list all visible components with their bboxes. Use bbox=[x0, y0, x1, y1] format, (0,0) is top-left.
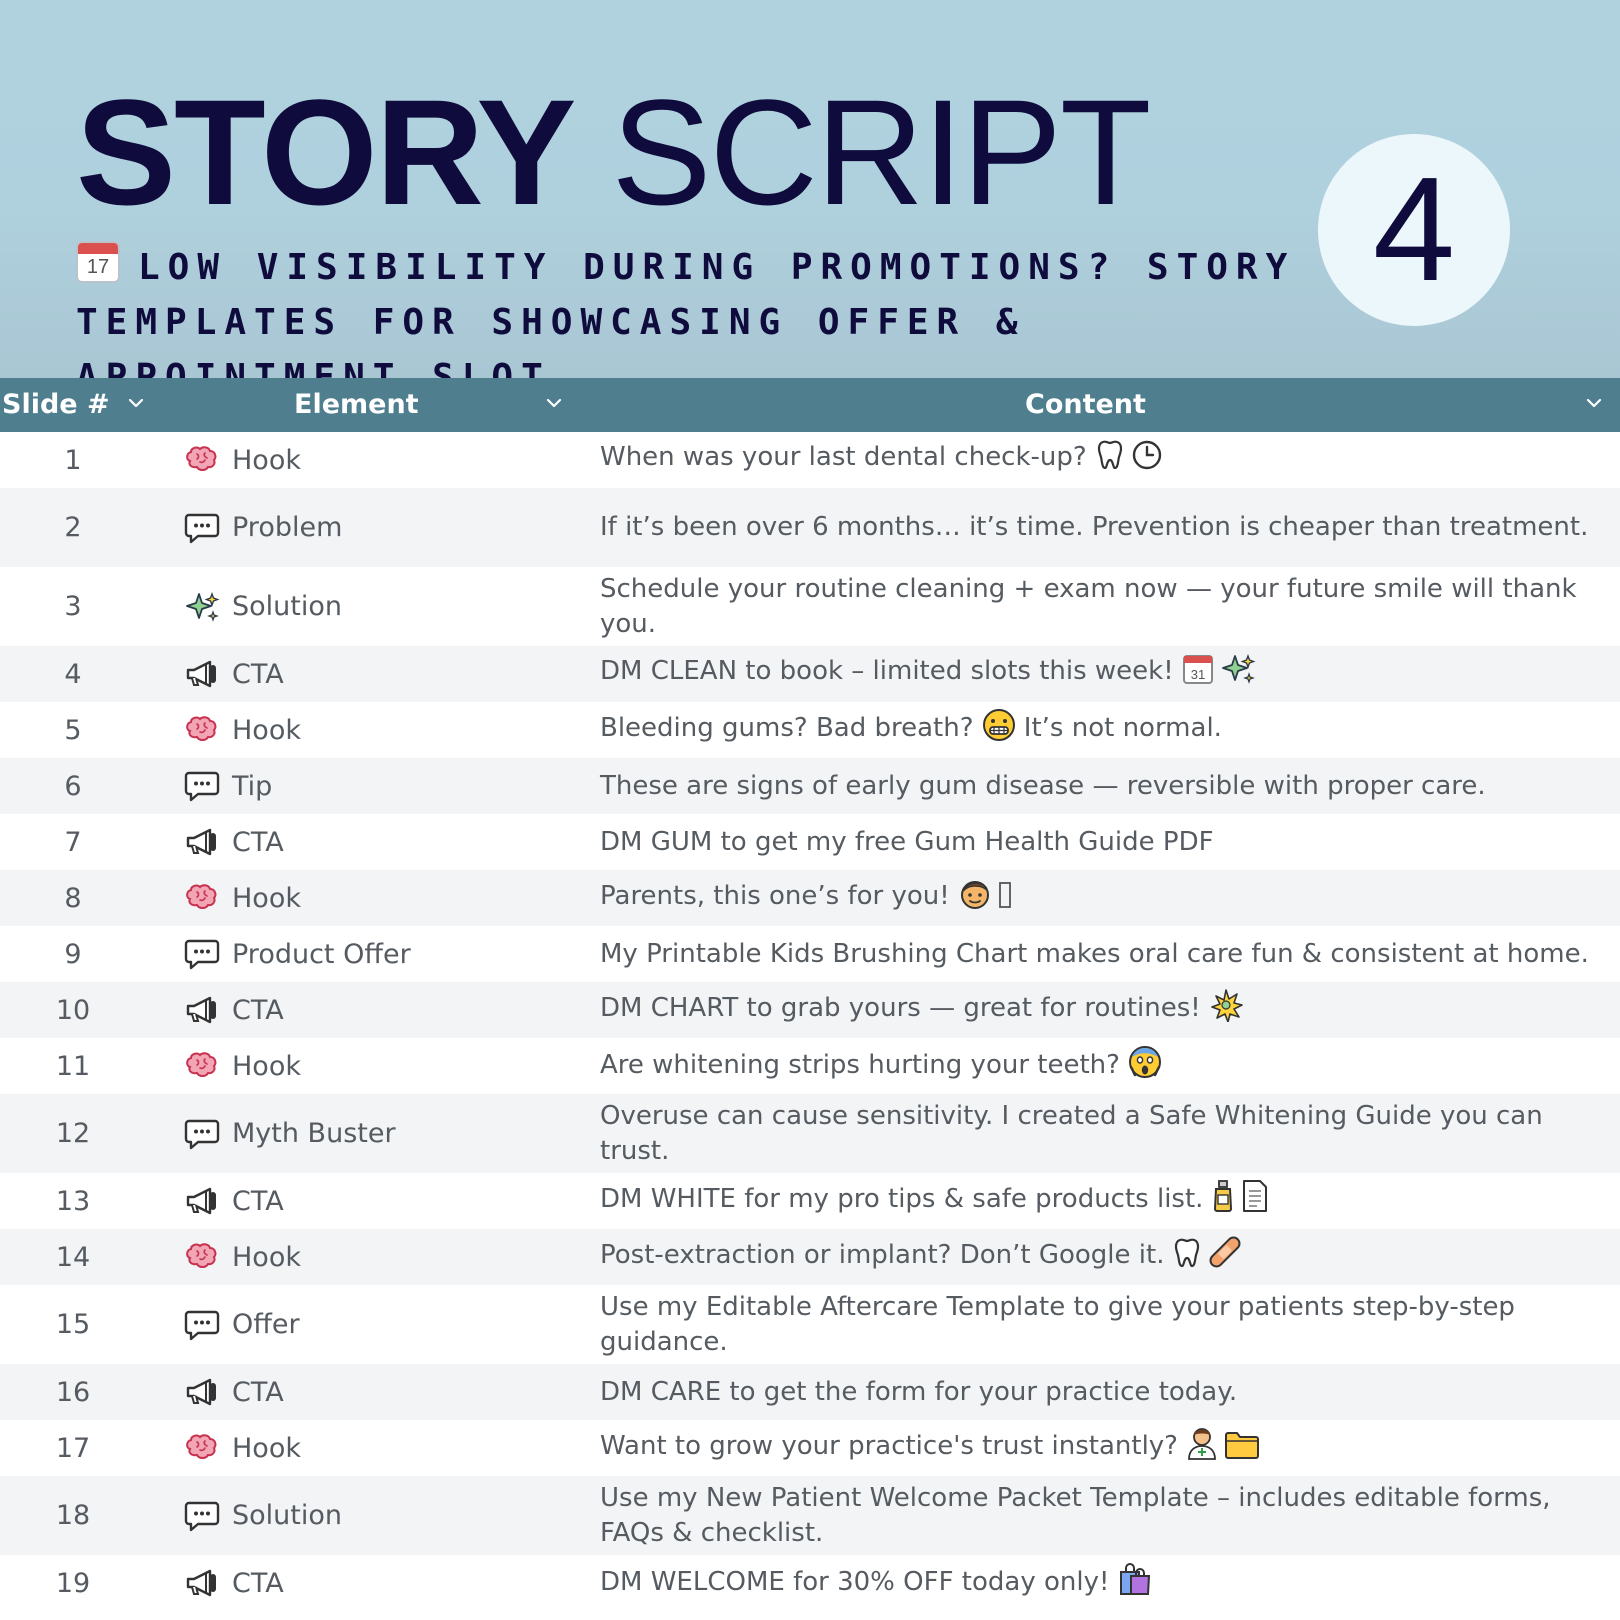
script-number: 4 bbox=[1372, 147, 1456, 312]
element-label: Solution bbox=[232, 1500, 342, 1531]
slide-number: 4 bbox=[64, 658, 82, 690]
table-row bbox=[0, 432, 1620, 488]
table-row bbox=[0, 1038, 1620, 1094]
slide-number: 9 bbox=[64, 938, 82, 970]
table-row bbox=[0, 1094, 1620, 1173]
content-text: Want to grow your practice's trust instantly? bbox=[600, 1431, 1178, 1461]
megaphone-icon bbox=[184, 1185, 222, 1217]
table-row bbox=[0, 1364, 1620, 1420]
scream-face-icon bbox=[1128, 1043, 1162, 1089]
content-cell bbox=[600, 432, 1606, 488]
megaphone-icon bbox=[184, 1567, 222, 1599]
slide-number: 16 bbox=[55, 1376, 91, 1408]
speech-bubble-icon bbox=[184, 770, 222, 802]
element-label: Hook bbox=[232, 444, 301, 476]
chevron-down-icon[interactable] bbox=[546, 395, 562, 411]
content-cell bbox=[600, 1420, 1606, 1476]
brain-icon bbox=[184, 714, 222, 746]
content-cell bbox=[600, 567, 1606, 646]
chevron-down-icon[interactable] bbox=[128, 395, 144, 411]
content-cell bbox=[600, 488, 1606, 567]
element-label: CTA bbox=[232, 1185, 284, 1217]
table-row bbox=[0, 567, 1620, 646]
content-cell bbox=[600, 702, 1606, 758]
table-row bbox=[0, 982, 1620, 1038]
chevron-down-icon[interactable] bbox=[1586, 395, 1602, 411]
element-label: CTA bbox=[232, 1567, 284, 1599]
element-cell bbox=[184, 1285, 300, 1364]
table-row bbox=[0, 814, 1620, 870]
table-row bbox=[0, 758, 1620, 814]
content-cell bbox=[600, 1094, 1606, 1173]
content-cell bbox=[600, 814, 1606, 870]
health-worker-icon bbox=[1186, 1426, 1218, 1470]
content-cell bbox=[600, 870, 1606, 926]
column-header-slide[interactable]: Slide # bbox=[2, 389, 110, 420]
megaphone-icon bbox=[184, 826, 222, 858]
table-row bbox=[0, 1420, 1620, 1476]
element-cell bbox=[184, 1038, 301, 1094]
content-text: Overuse can cause sensitivity. I created a Safe Whitening Guide you can trust. bbox=[600, 1100, 1543, 1166]
brain-icon bbox=[184, 444, 222, 476]
content-cell bbox=[600, 1364, 1606, 1420]
table-row bbox=[0, 1173, 1620, 1229]
content-text: DM WELCOME for 30% OFF today only! bbox=[600, 1567, 1110, 1597]
speech-bubble-icon bbox=[184, 1309, 222, 1341]
sparkles-icon bbox=[184, 591, 222, 623]
clock-icon bbox=[1131, 439, 1163, 481]
slide-number: 17 bbox=[55, 1432, 91, 1464]
content-cell bbox=[600, 1285, 1606, 1364]
element-label: Solution bbox=[232, 591, 342, 622]
table-row bbox=[0, 1555, 1620, 1611]
content-text: When was your last dental check-up? bbox=[600, 442, 1087, 472]
megaphone-icon bbox=[184, 994, 222, 1026]
element-label: Tip bbox=[232, 770, 273, 802]
table-row bbox=[0, 646, 1620, 702]
script-number-badge bbox=[1318, 134, 1510, 326]
element-cell bbox=[184, 432, 301, 488]
element-cell bbox=[184, 814, 284, 870]
table-row bbox=[0, 488, 1620, 567]
sparkles-icon bbox=[1220, 653, 1256, 695]
element-cell bbox=[184, 702, 301, 758]
element-label: CTA bbox=[232, 658, 284, 690]
element-label: Hook bbox=[232, 1050, 301, 1082]
content-cell bbox=[600, 982, 1606, 1038]
slide-number: 11 bbox=[55, 1050, 91, 1082]
element-cell bbox=[184, 1476, 342, 1555]
brain-icon bbox=[184, 1050, 222, 1082]
slide-number: 13 bbox=[55, 1185, 91, 1217]
element-label: CTA bbox=[232, 1376, 284, 1408]
brain-icon bbox=[184, 1432, 222, 1464]
content-cell bbox=[600, 1173, 1606, 1229]
document-icon bbox=[1241, 1179, 1269, 1223]
element-label: CTA bbox=[232, 994, 284, 1026]
element-cell bbox=[184, 870, 301, 926]
subtitle-text: LOW VISIBILITY DURING PROMOTIONS? STORY TEMPLATES FOR SHOWCASING OFFER & bbox=[76, 247, 1296, 343]
slide-number: 6 bbox=[64, 770, 82, 802]
content-text: DM CLEAN to book – limited slots this week! bbox=[600, 656, 1174, 686]
calendar-icon bbox=[1182, 653, 1214, 695]
content-text: Schedule your routine cleaning + exam now — your future smile will thank you. bbox=[600, 573, 1577, 639]
content-text: These are signs of early gum disease — reversible with proper care. bbox=[600, 770, 1486, 801]
content-text: Use my New Patient Welcome Packet Template – includes editable forms, FAQs & checklist. bbox=[600, 1482, 1551, 1548]
svg-text:31: 31 bbox=[1190, 667, 1205, 682]
shopping-bags-icon bbox=[1117, 1560, 1153, 1606]
starburst-icon bbox=[1209, 988, 1243, 1032]
content-text: Parents, this one’s for you! bbox=[600, 881, 950, 911]
content-cell bbox=[600, 758, 1606, 814]
slide-number: 15 bbox=[55, 1309, 91, 1340]
slide-number: 7 bbox=[64, 826, 82, 858]
element-cell bbox=[184, 567, 342, 646]
table-body bbox=[0, 432, 1620, 1611]
table-row bbox=[0, 926, 1620, 982]
content-text: DM GUM to get my free Gum Health Guide PDF bbox=[600, 826, 1214, 857]
column-header-content[interactable]: Content bbox=[1025, 389, 1146, 420]
megaphone-icon bbox=[184, 658, 222, 690]
element-cell bbox=[184, 1094, 396, 1173]
element-label: Hook bbox=[232, 1241, 301, 1273]
element-label: Hook bbox=[232, 882, 301, 914]
speech-bubble-icon bbox=[184, 512, 222, 544]
element-label: Hook bbox=[232, 714, 301, 746]
child-face-icon bbox=[958, 876, 992, 920]
content-text: DM CHART to grab yours — great for routines! bbox=[600, 993, 1201, 1023]
content-cell bbox=[600, 1229, 1606, 1285]
speech-bubble-icon bbox=[184, 1118, 222, 1150]
table-row bbox=[0, 1229, 1620, 1285]
folder-icon bbox=[1224, 1430, 1260, 1470]
element-cell bbox=[184, 1229, 301, 1285]
calendar-icon: 17 bbox=[76, 241, 120, 283]
element-cell bbox=[184, 926, 411, 982]
element-cell bbox=[184, 1173, 284, 1229]
element-label: Myth Buster bbox=[232, 1118, 396, 1149]
content-cell bbox=[600, 926, 1606, 982]
table-row bbox=[0, 702, 1620, 758]
content-text: DM WHITE for my pro tips & safe products list. bbox=[600, 1184, 1204, 1214]
tooth-icon bbox=[1095, 439, 1125, 481]
content-text-after: It’s not normal. bbox=[1015, 713, 1222, 743]
megaphone-icon bbox=[184, 1376, 222, 1408]
missing-glyph-icon bbox=[998, 880, 1012, 920]
bandage-icon bbox=[1208, 1235, 1242, 1279]
slide-number: 14 bbox=[55, 1241, 91, 1273]
content-text: DM CARE to get the form for your practice today. bbox=[600, 1376, 1238, 1407]
slide-number: 12 bbox=[55, 1118, 91, 1149]
slide-number: 2 bbox=[64, 512, 82, 543]
element-label: Product Offer bbox=[232, 938, 411, 970]
element-label: Offer bbox=[232, 1309, 300, 1340]
element-label: Problem bbox=[232, 512, 343, 543]
bottle-icon bbox=[1211, 1179, 1235, 1223]
content-cell bbox=[600, 1555, 1606, 1611]
header-banner bbox=[0, 0, 1620, 378]
brain-icon bbox=[184, 882, 222, 914]
content-text: Are whitening strips hurting your teeth? bbox=[600, 1050, 1120, 1080]
element-cell bbox=[184, 1555, 284, 1611]
slide-number: 5 bbox=[64, 714, 82, 746]
content-text: Bleeding gums? Bad breath? bbox=[600, 713, 974, 743]
content-text: Post-extraction or implant? Don’t Google it. bbox=[600, 1240, 1165, 1270]
table-row bbox=[0, 1285, 1620, 1364]
slide-number: 19 bbox=[55, 1567, 91, 1599]
speech-bubble-icon bbox=[184, 938, 222, 970]
element-cell bbox=[184, 758, 272, 814]
element-cell bbox=[184, 488, 342, 567]
element-cell bbox=[184, 1420, 301, 1476]
table-row bbox=[0, 1476, 1620, 1555]
tooth-icon bbox=[1172, 1237, 1202, 1279]
content-text: My Printable Kids Brushing Chart makes oral care fun & consistent at home. bbox=[600, 938, 1589, 969]
element-label: Hook bbox=[232, 1432, 301, 1464]
slide-number: 3 bbox=[64, 591, 82, 622]
title-bold: STORY bbox=[76, 68, 572, 236]
slide-number: 8 bbox=[64, 882, 82, 914]
content-cell bbox=[600, 646, 1606, 702]
slide-number: 18 bbox=[55, 1500, 91, 1531]
content-cell bbox=[600, 1038, 1606, 1094]
element-cell bbox=[184, 1364, 284, 1420]
title-light: SCRIPT bbox=[611, 68, 1150, 236]
column-header-element[interactable]: Element bbox=[294, 389, 419, 420]
table-row bbox=[0, 870, 1620, 926]
speech-bubble-icon bbox=[184, 1500, 222, 1532]
element-cell bbox=[184, 646, 284, 702]
page-title bbox=[76, 68, 1150, 236]
element-cell bbox=[184, 982, 284, 1038]
slide-number: 10 bbox=[55, 994, 91, 1026]
table-header bbox=[0, 378, 1620, 432]
content-text: If it’s been over 6 months… it’s time. Prevention is cheaper than treatment. bbox=[600, 512, 1589, 542]
content-text: Use my Editable Aftercare Template to give your patients step-by-step guidance. bbox=[600, 1291, 1515, 1357]
content-cell bbox=[600, 1476, 1606, 1555]
grimace-face-icon bbox=[982, 708, 1016, 752]
element-label: CTA bbox=[232, 826, 284, 858]
brain-icon bbox=[184, 1241, 222, 1273]
slide-number: 1 bbox=[64, 444, 82, 476]
